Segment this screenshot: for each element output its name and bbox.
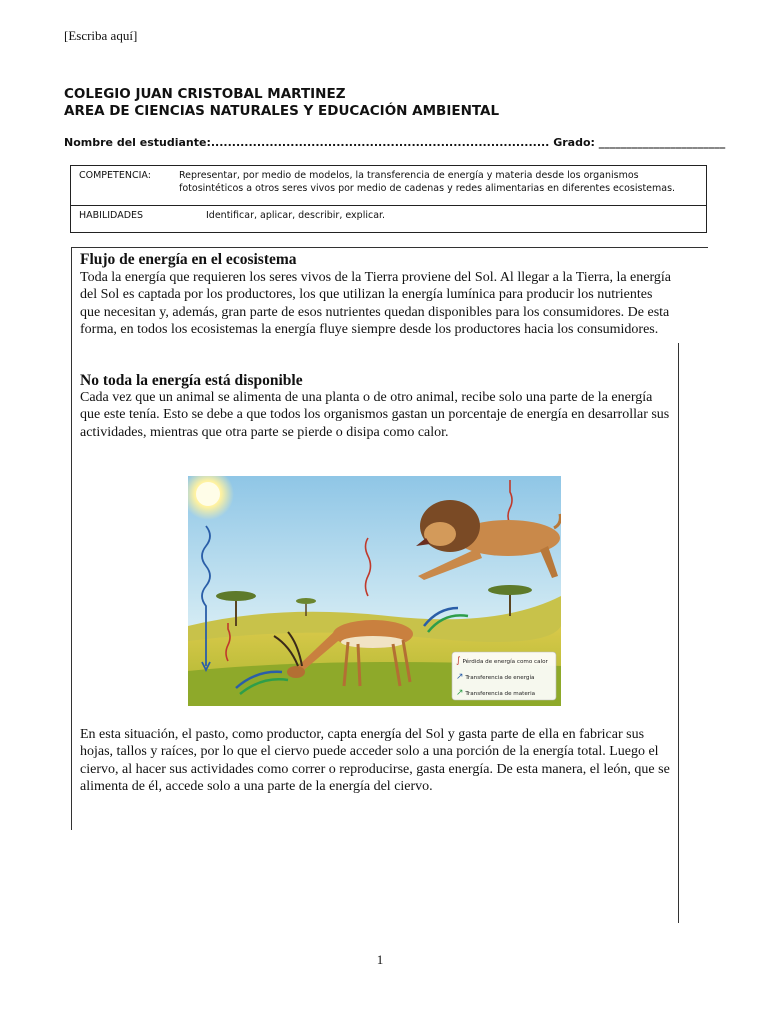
grade-label: Grado: (553, 136, 595, 149)
competencia-row (71, 166, 706, 206)
competency-table (70, 165, 707, 233)
header-placeholder: [Escriba aquí] (64, 28, 138, 43)
student-name-label: Nombre del estudiante: (64, 136, 211, 149)
content-frame-top (72, 247, 708, 248)
energy-transfer-icon: ↗ (456, 672, 464, 682)
school-area: AREA DE CIENCIAS NATURALES Y EDUCACIÓN AMBIENTAL (64, 103, 500, 119)
competencia-label: COMPETENCIA: (79, 170, 151, 181)
page-number: 1 (376, 952, 384, 967)
habilidades-text: Identificar, aplicar, describir, explicar. (206, 210, 386, 221)
heat-loss-icon: ∫ (456, 656, 461, 666)
section-title-energy-available: No toda la energía está disponible (80, 372, 303, 389)
school-name: COLEGIO JUAN CRISTOBAL MARTINEZ (64, 86, 346, 102)
section-text-energy-available: Cada vez que un animal se alimenta de una planta o de otro animal, recibe solo una parte de la energía que este tenía. Esto se debe a que todos los organismos gastan un porcentaje de energía en desarrollar sus actividades, mientras que otra parte se pierde o disipa como calor. (80, 390, 670, 440)
student-name-field[interactable]: ................................................................................. (210, 136, 550, 149)
content-frame-left (71, 247, 72, 830)
legend-item-energy (456, 670, 556, 686)
ecosystem-illustration (188, 476, 561, 706)
closing-paragraph: En esta situación, el pasto, como productor, capta energía del Sol y gasta parte de ella en fabricar sus hojas, tallos y raíces, por lo que el ciervo puede acceder solo a una porción de la energía total. Luego el ciervo, al hacer sus actividades como correr o reproducirse, gasta energía. De esta manera, el león, que se alimenta de él, accede solo a una parte de la energía del ciervo. (80, 727, 670, 794)
grade-field[interactable]: _______________________ (598, 136, 726, 149)
legend-item-heat (456, 654, 556, 670)
figure-legend-items (456, 654, 556, 702)
school-header (64, 86, 499, 120)
legend-label-matter: Transferencia de materia (465, 691, 536, 697)
legend-label-heat: Pérdida de energía como calor (462, 659, 548, 665)
matter-transfer-icon: ↗ (456, 688, 464, 698)
legend-label-energy: Transferencia de energía (465, 675, 535, 681)
legend-item-matter (456, 686, 556, 702)
section-title-energy-flow: Flujo de energía en el ecosistema (80, 251, 297, 268)
habilidades-label: HABILIDADES (79, 210, 144, 221)
student-info-line (64, 136, 725, 149)
content-frame-right (678, 343, 679, 923)
section-text-energy-flow: Toda la energía que requieren los seres vivos de la Tierra proviene del Sol. Al llegar a la Tierra, la energía del Sol es captada por los productores, los que utilizan la energía lumínica para producir los nutrientes que necesitan y, además, gran parte de esos nutrientes quedan disponibles para los consumidores. De esta forma, en todos los ecosistemas la energía fluye siempre desde los productores hacia los consumidores. (80, 270, 671, 337)
competencia-text: Representar, por medio de modelos, la transferencia de energía y materia desde los organismos fotosintéticos a otros seres vivos por medio de cadenas y redes alimentarias en diferentes ecosistemas. (179, 170, 676, 194)
